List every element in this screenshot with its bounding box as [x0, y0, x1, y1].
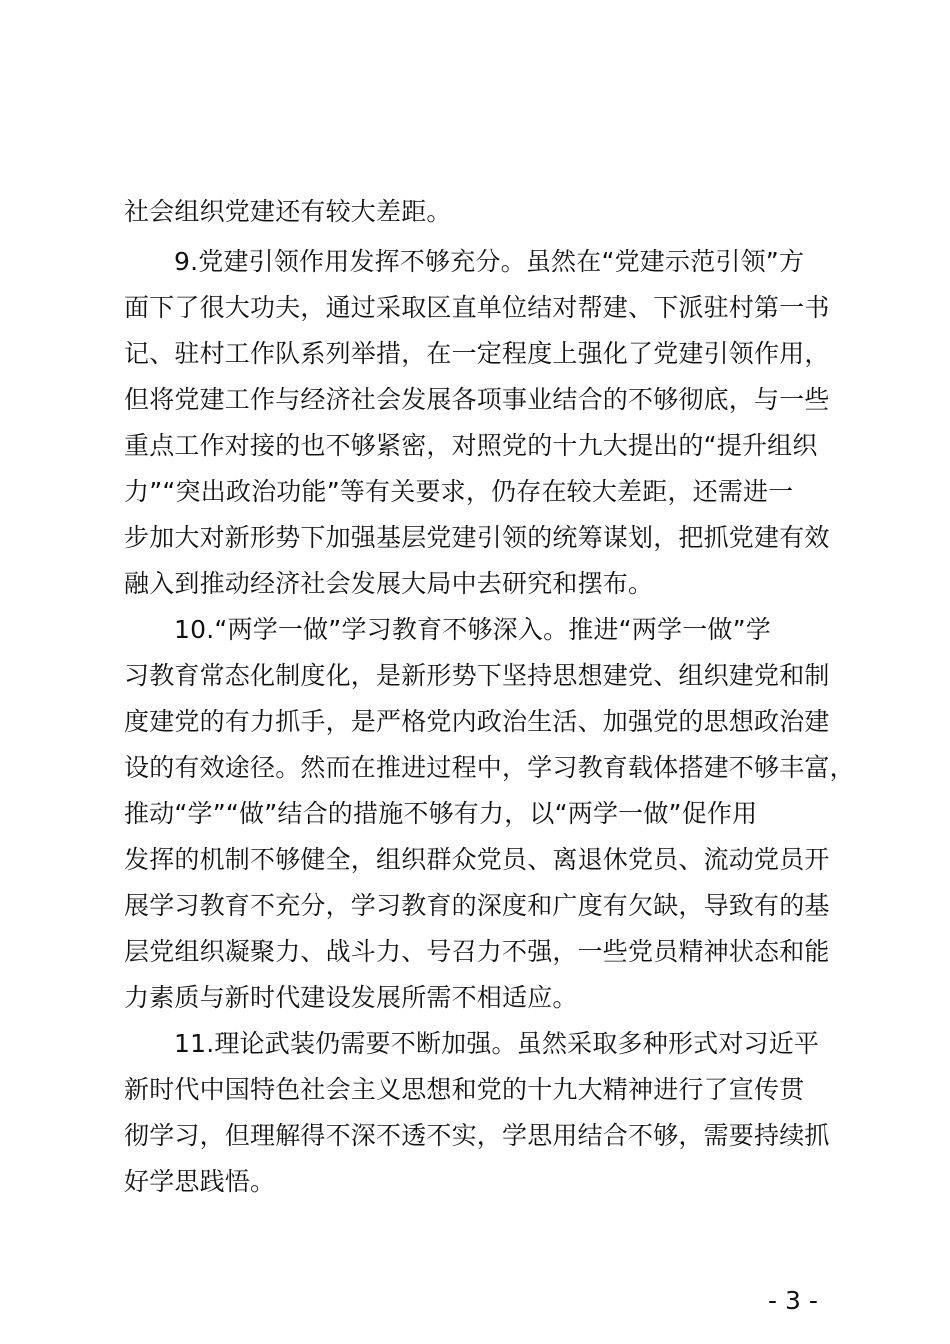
text-line: 推动“学”“做”结合的措施不够有力，以“两学一做”促作用 — [124, 799, 758, 828]
paragraph-11-heading-line: 11.理论武装仍需要不断加强。虽然采取多种形式对习近平 — [174, 1029, 820, 1058]
text-line: 步加大对新形势下加强基层党建引领的统筹谋划，把抓党建有效 — [124, 523, 830, 552]
page-number: - 3 - — [768, 1286, 818, 1315]
text-line: 发挥的机制不够健全，组织群众党员、离退休党员、流动党员开 — [124, 845, 830, 874]
text-line: 彻学习，但理解得不深不透不实，学思用结合不够，需要持续抓 — [124, 1121, 830, 1150]
text-line: 设的有效途径。然而在推进过程中，学习教育载体搭建不够丰富， — [124, 753, 855, 782]
text-line: 但将党建工作与经济社会发展各项事业结合的不够彻底，与一些 — [124, 385, 830, 414]
text-line: 展学习教育不充分，学习教育的深度和广度有欠缺，导致有的基 — [124, 891, 830, 920]
text-line: 力”“突出政治功能”等有关要求，仍存在较大差距，还需进一 — [124, 477, 794, 506]
text-line: 社会组织党建还有较大差距。 — [124, 197, 452, 226]
text-line: 面下了很大功夫，通过采取区直单位结对帮建、下派驻村第一书 — [124, 293, 830, 322]
paragraph-10-heading-line: 10.“两学一做”学习教育不够深入。推进“两学一做”学 — [174, 615, 771, 644]
text-line: 习教育常态化制度化，是新形势下坚持思想建党、组织建党和制 — [124, 661, 830, 690]
text-line: 融入到推动经济社会发展大局中去研究和摆布。 — [124, 569, 654, 598]
text-line: 好学思践悟。 — [124, 1167, 276, 1196]
text-line: 记、驻村工作队系列举措，在一定程度上强化了党建引领作用， — [124, 339, 830, 368]
text-line: 力素质与新时代建设发展所需不相适应。 — [124, 983, 578, 1012]
text-line: 重点工作对接的也不够紧密，对照党的十九大提出的“提升组织 — [124, 431, 818, 460]
text-line: 层党组织凝聚力、战斗力、号召力不强，一些党员精神状态和能 — [124, 937, 830, 966]
text-line: 新时代中国特色社会主义思想和党的十九大精神进行了宣传贯 — [124, 1075, 805, 1104]
text-line: 度建党的有力抓手，是严格党内政治生活、加强党的思想政治建 — [124, 707, 830, 736]
paragraph-9-heading-line: 9.党建引领作用发挥不够充分。虽然在“党建示范引领”方 — [174, 247, 805, 276]
